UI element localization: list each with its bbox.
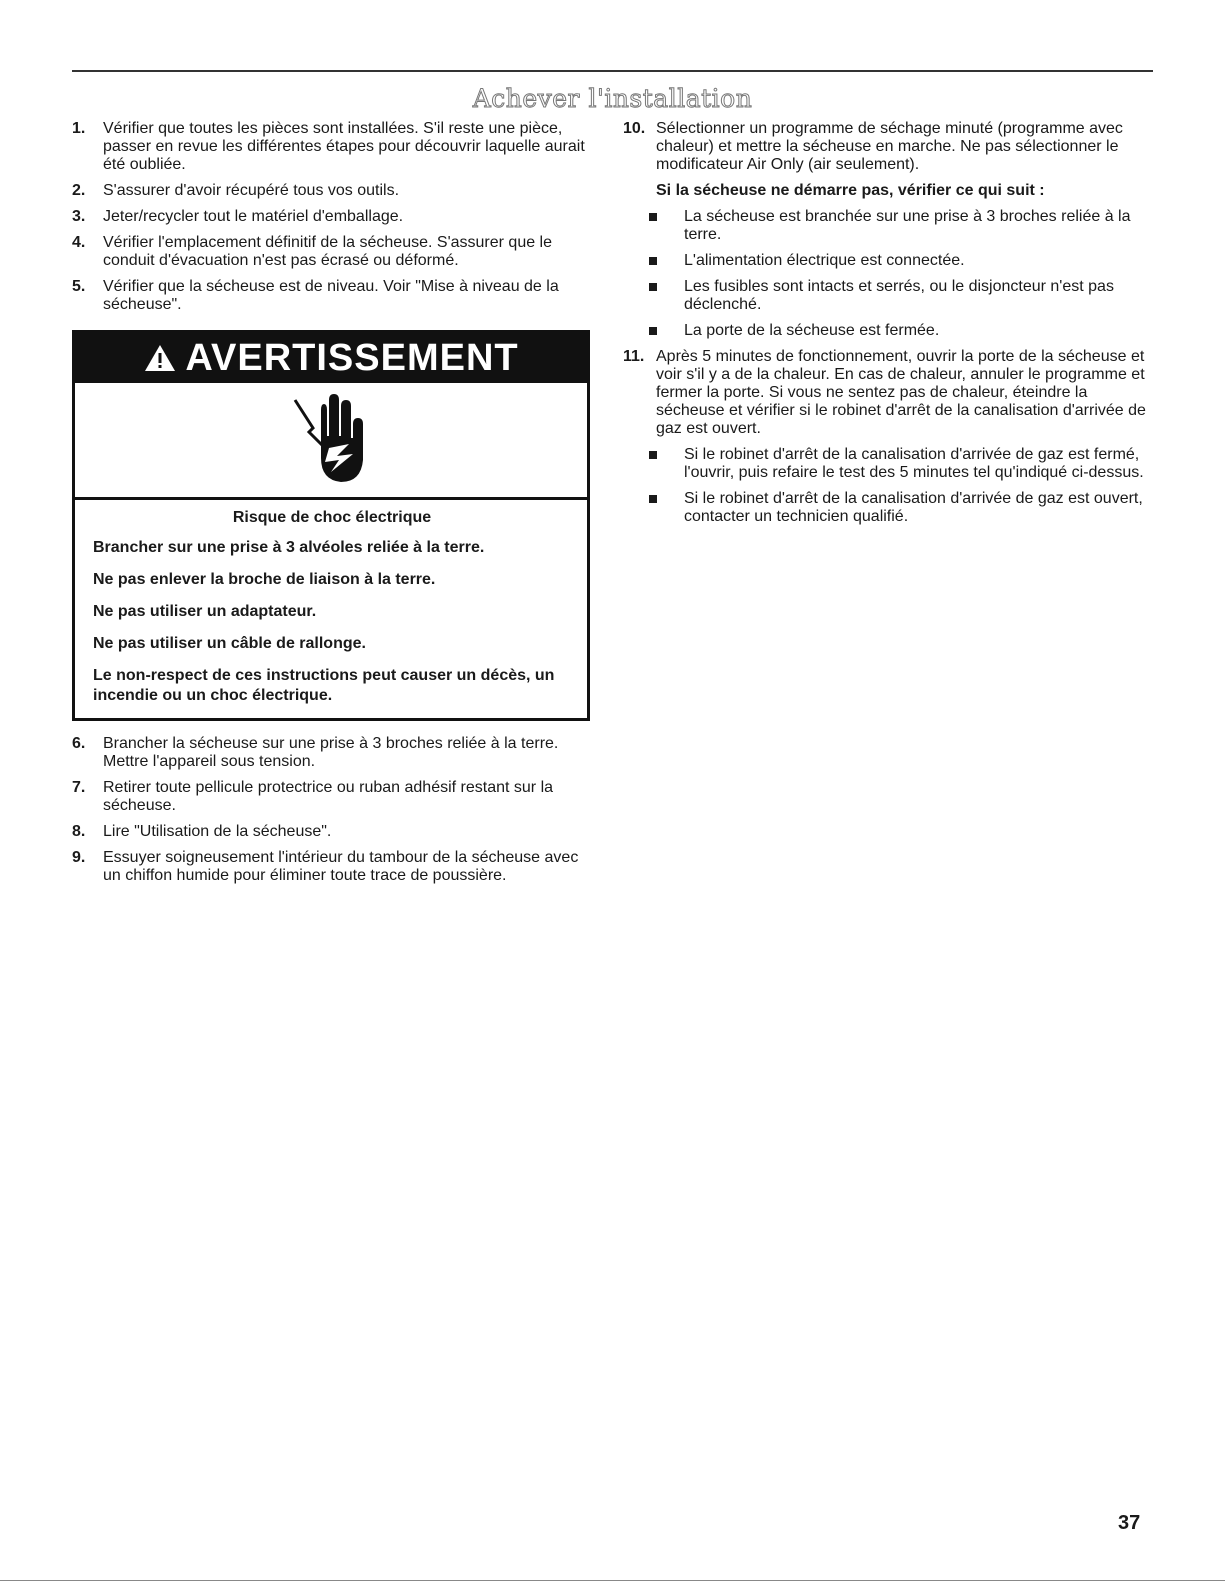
list-item: 8. Lire "Utilisation de la sécheuse". (72, 823, 332, 840)
list-item: Si le robinet d'arrêt de la canalisation d'arrivée de gaz est ouvert, contacter un technicien qualifié. (623, 490, 1153, 526)
list-item: 5. Vérifier que la sécheuse est de niveau. Voir "Mise à niveau de la sécheuse". (72, 278, 559, 313)
list-item: 9. Essuyer soigneusement l'intérieur du tambour de la sécheuse avec un chiffon humide pour éliminer toute trace de poussière. (72, 849, 579, 884)
list-item: 1. Vérifier que toutes les pièces sont installées. S'il reste une pièce, passer en revue les différentes étapes pour découvrir laquelle aurait été oubliée. (72, 120, 585, 173)
warning-line: Ne pas utiliser un câble de rallonge. (93, 635, 366, 652)
warning-header-label: AVERTISSEMENT (185, 337, 519, 379)
right-column (623, 120, 1153, 534)
list-item: La sécheuse est branchée sur une prise à 3 broches reliée à la terre. (623, 208, 1153, 244)
page-number: 37 (1118, 1512, 1141, 1534)
warning-line: Le non-respect de ces instructions peut causer un décès, un incendie ou un choc électrique. (93, 667, 555, 704)
warning-box (72, 330, 590, 721)
bullet-square-icon (649, 327, 657, 335)
list-item: L'alimentation électrique est connectée. (623, 252, 1153, 270)
page-title: Achever l'installation (472, 84, 753, 113)
warning-line: Ne pas utiliser un adaptateur. (93, 603, 317, 620)
warning-header (75, 333, 587, 383)
steps-list-2 (72, 735, 592, 885)
check-bullets (623, 208, 1153, 340)
list-item: 4. Vérifier l'emplacement définitif de la sécheuse. S'assurer que le conduit d'évacuation n'est pas écrasé ou déformé. (72, 234, 553, 269)
bullet-square-icon (649, 257, 657, 265)
bullet-square-icon (649, 213, 657, 221)
list-item: Les fusibles sont intacts et serrés, ou le disjoncteur n'est pas déclenché. (623, 278, 1153, 314)
warning-risk: Risque de choc électrique (232, 509, 432, 526)
warning-text (75, 500, 587, 718)
bottom-rule (0, 1580, 1225, 1581)
warning-triangle-icon (143, 343, 177, 373)
bullet-square-icon (649, 451, 657, 459)
warning-line: Brancher sur une prise à 3 alvéoles reliée à la terre. (93, 539, 485, 556)
steps-list-4 (623, 348, 1153, 438)
list-item: 11. Après 5 minutes de fonctionnement, ouvrir la porte de la sécheuse et voir s'il y a de la chaleur. En cas de chaleur, annuler le programme et fermer la porte. Si vous ne sentez pas de chaleur, éteindre la sécheuse et vérifier si le robinet d'arrêt de la canalisation d'arrivée de gaz est ouvert. (623, 348, 1146, 437)
steps-list-3 (623, 120, 1153, 174)
steps-list-1 (72, 120, 592, 314)
list-item: 6. Brancher la sécheuse sur une prise à 3 broches reliée à la terre. Mettre l'appareil sous tension. (72, 735, 559, 770)
top-rule (72, 70, 1153, 72)
list-item: 7. Retirer toute pellicule protectrice ou ruban adhésif restant sur la sécheuse. (72, 779, 554, 814)
bullet-square-icon (649, 283, 657, 291)
list-item: La porte de la sécheuse est fermée. (623, 322, 1153, 340)
list-item: 10. Sélectionner un programme de séchage minuté (programme avec chaleur) et mettre la sécheuse en marche. Ne pas sélectionner le modificateur Air Only (air seulement). (623, 120, 1123, 173)
warning-line: Ne pas enlever la broche de liaison à la terre. (93, 571, 436, 588)
list-item: 2. S'assurer d'avoir récupéré tous vos outils. (72, 182, 400, 199)
check-heading: Si la sécheuse ne démarre pas, vérifier ce qui suit : (656, 182, 1045, 199)
bullet-square-icon (649, 495, 657, 503)
electric-shock-hand-icon (291, 388, 371, 493)
left-column (72, 120, 592, 893)
list-item: 3. Jeter/recycler tout le matériel d'emballage. (72, 208, 404, 225)
list-item: Si le robinet d'arrêt de la canalisation d'arrivée de gaz est fermé, l'ouvrir, puis refaire le test des 5 minutes tel qu'indiqué ci-dessus. (623, 446, 1153, 482)
gas-bullets (623, 446, 1153, 526)
